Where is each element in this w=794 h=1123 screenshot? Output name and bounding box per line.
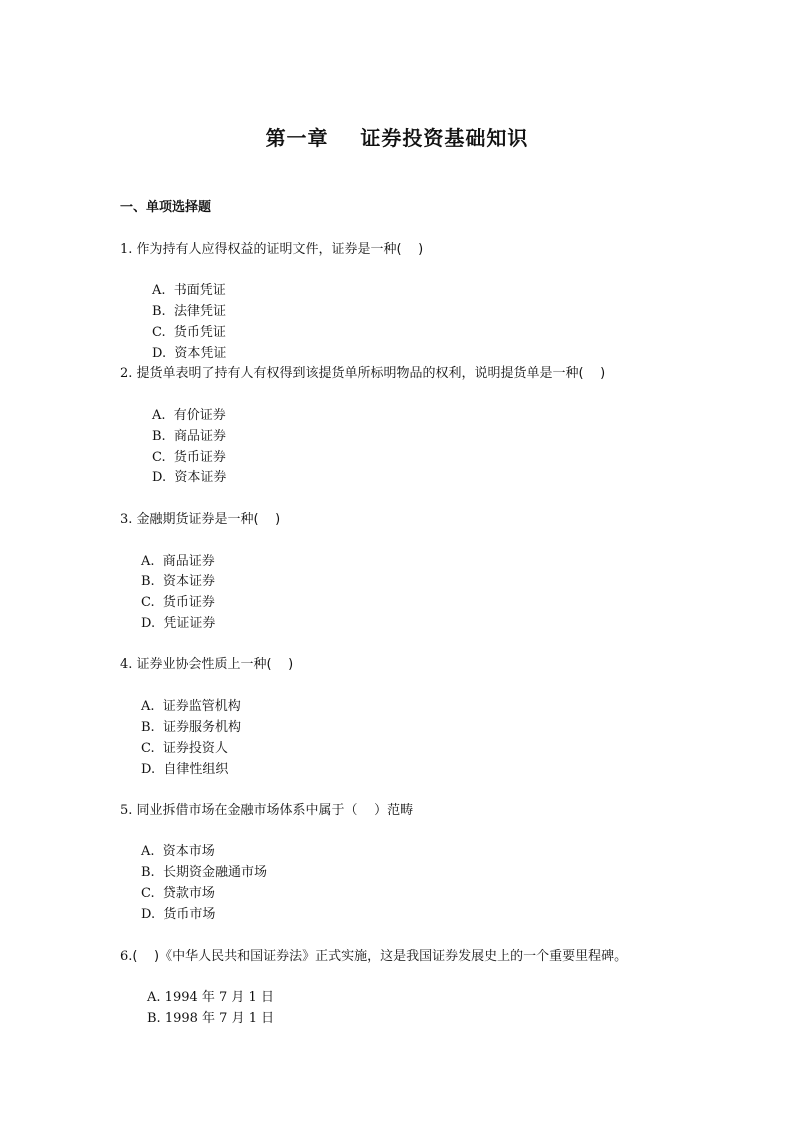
- option-text: 货币市场: [163, 907, 216, 922]
- option-text: 贷款市场: [162, 886, 215, 901]
- question-1: [120, 238, 423, 257]
- option-text: 法律凭证: [173, 304, 226, 319]
- option-text: 证券监管机构: [162, 699, 241, 714]
- option-text: 1994 年 7 月 1 日: [164, 990, 274, 1005]
- question-text: 同业拆借市场在金融市场体系中属于（ ）范畴: [136, 803, 414, 818]
- option-text: 自律性组织: [163, 762, 229, 777]
- option: [152, 425, 226, 444]
- option-letter: C.: [141, 595, 155, 610]
- option-letter: A.: [141, 844, 155, 859]
- option-letter: A.: [147, 990, 161, 1005]
- question-number: 5.: [120, 803, 133, 818]
- option: [141, 882, 215, 901]
- option-letter: A.: [152, 408, 166, 423]
- option: [141, 612, 215, 631]
- option-text: 书面凭证: [173, 283, 226, 298]
- question-2: [120, 362, 605, 381]
- question-text: 作为持有人应得权益的证明文件，证券是一种( ): [136, 242, 424, 257]
- option-letter: B.: [152, 304, 166, 319]
- option-letter: D.: [141, 907, 156, 922]
- question-number: 3.: [120, 512, 133, 527]
- option-letter: D.: [152, 470, 167, 485]
- section-heading: 一、单项选择题: [120, 200, 212, 215]
- option-text: 货币凭证: [173, 325, 226, 340]
- option-letter: C.: [141, 886, 155, 901]
- option-letter: D.: [141, 762, 156, 777]
- option: [152, 446, 226, 465]
- option: [152, 279, 226, 298]
- option-letter: C.: [152, 450, 166, 465]
- option: [152, 300, 226, 319]
- option-text: 货币证券: [173, 450, 226, 465]
- option-letter: B.: [152, 429, 166, 444]
- question-number: 2.: [120, 366, 133, 381]
- option-letter: C.: [152, 325, 166, 340]
- question-number: 6.: [120, 949, 133, 964]
- option: [152, 321, 226, 340]
- option-text: 资本证券: [174, 470, 227, 485]
- option-text: 证券服务机构: [162, 720, 241, 735]
- option: [147, 1007, 274, 1026]
- option: [152, 466, 226, 485]
- option-text: 资本凭证: [174, 346, 227, 361]
- option-letter: A.: [141, 554, 155, 569]
- option: [141, 591, 215, 610]
- option-letter: C.: [141, 741, 155, 756]
- option-text: 商品证券: [162, 554, 215, 569]
- option-letter: A.: [141, 699, 155, 714]
- option: [141, 737, 228, 756]
- option-letter: B.: [147, 1011, 161, 1026]
- option-letter: D.: [141, 616, 156, 631]
- question-3: [120, 508, 280, 527]
- option-text: 证券投资人: [162, 741, 228, 756]
- option-text: 长期资金融通市场: [162, 865, 267, 880]
- question-5: [120, 799, 413, 818]
- option-letter: B.: [141, 865, 155, 880]
- option-text: 有价证券: [173, 408, 226, 423]
- question-number: 1.: [120, 242, 133, 257]
- option: [141, 861, 267, 880]
- option: [141, 903, 215, 922]
- option-text: 资本市场: [162, 844, 215, 859]
- option-text: 凭证证券: [163, 616, 216, 631]
- option: [141, 570, 215, 589]
- option: [141, 695, 241, 714]
- option-text: 1998 年 7 月 1 日: [164, 1011, 275, 1026]
- question-text: 证券业协会性质上一种( ): [136, 657, 294, 672]
- question-4: [120, 653, 293, 672]
- option: [141, 758, 228, 777]
- question-text: 金融期货证券是一种( ): [136, 512, 281, 527]
- option: [152, 404, 226, 423]
- option: [147, 986, 274, 1005]
- option-letter: A.: [152, 283, 166, 298]
- question-text: 提货单表明了持有人有权得到该提货单所标明物品的权利，说明提货单是一种( ): [136, 366, 606, 381]
- option: [152, 342, 226, 361]
- option-text: 货币证券: [162, 595, 215, 610]
- question-text: ( )《中华人民共和国证券法》正式实施，这是我国证券发展史上的一个重要里程碑。: [132, 949, 628, 964]
- option-letter: B.: [141, 574, 155, 589]
- option-text: 商品证券: [173, 429, 226, 444]
- option-letter: B.: [141, 720, 155, 735]
- option-letter: D.: [152, 346, 167, 361]
- option-text: 资本证券: [162, 574, 215, 589]
- chapter-title: 第一章 证券投资基础知识: [265, 126, 529, 150]
- option: [141, 716, 241, 735]
- option: [141, 840, 215, 859]
- option: [141, 550, 215, 569]
- question-6: [120, 945, 627, 964]
- question-number: 4.: [120, 657, 133, 672]
